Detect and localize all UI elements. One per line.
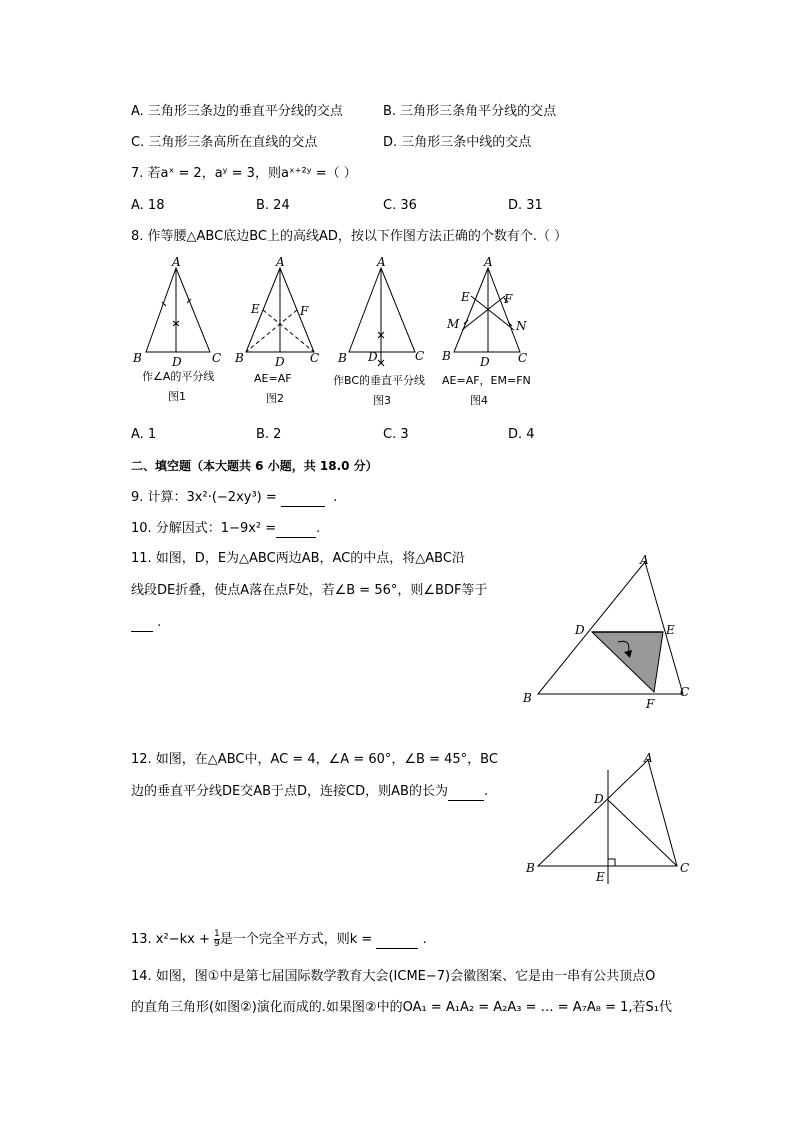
q11-label-d: D xyxy=(575,623,585,637)
fig4-label-f: F xyxy=(504,292,513,306)
q12-figure xyxy=(520,748,700,888)
fig3-label-c: C xyxy=(415,349,425,363)
q12-label-a: A xyxy=(644,751,653,765)
q8-stem: 8. 作等腰△ABC底边BC上的高线AD，按以下作图方法正确的个数有个.（ ） xyxy=(131,229,568,244)
fig4-number: 图4 xyxy=(470,394,488,407)
q12-answer-blank xyxy=(448,786,484,801)
q10-text: 10. 分解因式：1−9x² = xyxy=(131,521,277,536)
fig1-label-a: A xyxy=(172,255,181,269)
q8-option-b: B. 2 xyxy=(256,427,282,442)
q12-text-2: 边的垂直平分线DE交AB于点D，连接CD，则AB的长为 xyxy=(131,784,448,799)
fig1-number: 图1 xyxy=(168,390,186,403)
q11-label-e: E xyxy=(666,623,675,637)
q8-figure-2 xyxy=(232,255,332,408)
q7-option-a: A. 18 xyxy=(131,198,165,213)
fig2-label-c: C xyxy=(310,351,320,365)
q12-label-c: C xyxy=(680,861,690,875)
fig4-caption: AE=AF，EM=FN xyxy=(442,374,531,387)
q13-pre: 13. x²−kx + xyxy=(131,932,214,947)
fig3-label-a: A xyxy=(377,255,386,269)
q7-option-d: D. 31 xyxy=(508,198,543,213)
q13-answer-blank xyxy=(376,934,418,949)
q11-answer-blank xyxy=(131,617,153,632)
q7-stem: 7. 若aˣ = 2，aʸ = 3，则aˣ⁺²ʸ =（ ） xyxy=(131,166,357,181)
fig4-label-c: C xyxy=(518,351,528,365)
fig3-label-b: B xyxy=(338,351,347,365)
fig2-label-b: B xyxy=(235,351,244,365)
q8-option-c: C. 3 xyxy=(383,427,409,442)
fig3-label-d: D xyxy=(368,350,378,364)
q11-label-b: B xyxy=(523,691,532,705)
q12-label-d: D xyxy=(594,792,604,806)
q13-fraction-denominator: 9 xyxy=(213,939,220,949)
fig2-label-d: D xyxy=(275,355,285,369)
fig4-label-a: A xyxy=(484,255,493,269)
q8-option-a: A. 1 xyxy=(131,427,157,442)
q8-option-d: D. 4 xyxy=(508,427,535,442)
q12-line-2: 边的垂直平分线DE交AB于点D，连接CD，则AB的长为 . xyxy=(131,784,489,799)
fig2-caption: AE=AF xyxy=(254,372,292,385)
q6-option-a: A. 三角形三条边的垂直平分线的交点 xyxy=(131,104,343,119)
q6-option-d: D. 三角形三条中线的交点 xyxy=(383,135,532,150)
q6-option-b: B. 三角形三条角平分线的交点 xyxy=(383,104,557,119)
fig1-label-d: D xyxy=(172,355,182,369)
q13: 13. x²−kx + $\frac{1}{9}$ 是一个完全平方式，则k = . xyxy=(131,929,427,949)
q11-label-a: A xyxy=(640,553,649,567)
q6-option-c: C. 三角形三条高所在直线的交点 xyxy=(131,135,318,150)
fig1-caption: 作∠A的平分线 xyxy=(142,370,215,383)
q11-figure xyxy=(520,552,700,712)
q10: 10. 分解因式：1−9x² = . xyxy=(131,521,321,536)
q11-line-2: 线段DE折叠，使点A落在点F处，若∠B = 56°，则∠BDF等于 xyxy=(131,583,488,598)
q14-line-1: 14. 如图，图①中是第七届国际数学教育大会(ICME−7)会徽图案、它是由一串有公共顶点O xyxy=(131,969,656,984)
fig2-label-a: A xyxy=(276,255,285,269)
q12-label-e: E xyxy=(596,870,605,884)
fig1-label-c: C xyxy=(212,351,222,365)
q8-figure-4 xyxy=(440,255,550,408)
fig3-caption: 作BC的垂直平分线 xyxy=(333,374,426,387)
fig4-label-b: B xyxy=(442,349,451,363)
fig2-number: 图2 xyxy=(266,392,284,405)
q13-fraction-numerator: 1 xyxy=(213,929,220,939)
q11-label-f: F xyxy=(646,697,655,711)
q11-line-3: . xyxy=(131,614,161,632)
q11-line-1: 11. 如图，D，E为△ABC两边AB，AC的中点，将△ABC沿 xyxy=(131,551,465,566)
q9: 9. 计算：3x²·(−2xy³) = . xyxy=(131,490,338,505)
q12-line-1: 12. 如图，在△ABC中，AC = 4，∠A = 60°，∠B = 45°，BC xyxy=(131,752,498,767)
q13-post: 是一个完全平方式，则k = xyxy=(219,932,377,947)
q7-option-b: B. 24 xyxy=(256,198,290,213)
q10-answer-blank xyxy=(276,523,316,538)
fig1-label-b: B xyxy=(133,351,142,365)
fig2-label-f: F xyxy=(300,304,309,318)
fig2-label-e: E xyxy=(251,302,260,316)
section-2-heading: 二、填空题（本大题共 6 小题，共 18.0 分） xyxy=(131,459,378,473)
fig4-label-n: N xyxy=(516,319,527,333)
fig4-label-e: E xyxy=(461,290,470,304)
q8-figure-3 xyxy=(333,255,445,408)
q9-answer-blank xyxy=(281,492,325,507)
fig3-number: 图3 xyxy=(373,394,391,407)
q7-option-c: C. 36 xyxy=(383,198,417,213)
q14-line-2: 的直角三角形(如图②)演化而成的.如果图②中的OA₁ = A₁A₂ = A₂A₃ = … = A₇A₈ = 1,若S₁代 xyxy=(131,1000,672,1015)
fig4-label-d: D xyxy=(480,355,490,369)
q9-text: 9. 计算：3x²·(−2xy³) = xyxy=(131,490,281,505)
q12-label-b: B xyxy=(526,861,535,875)
fig4-label-m: M xyxy=(447,317,460,331)
q8-figure-1 xyxy=(130,255,230,408)
q11-label-c: C xyxy=(680,685,690,699)
